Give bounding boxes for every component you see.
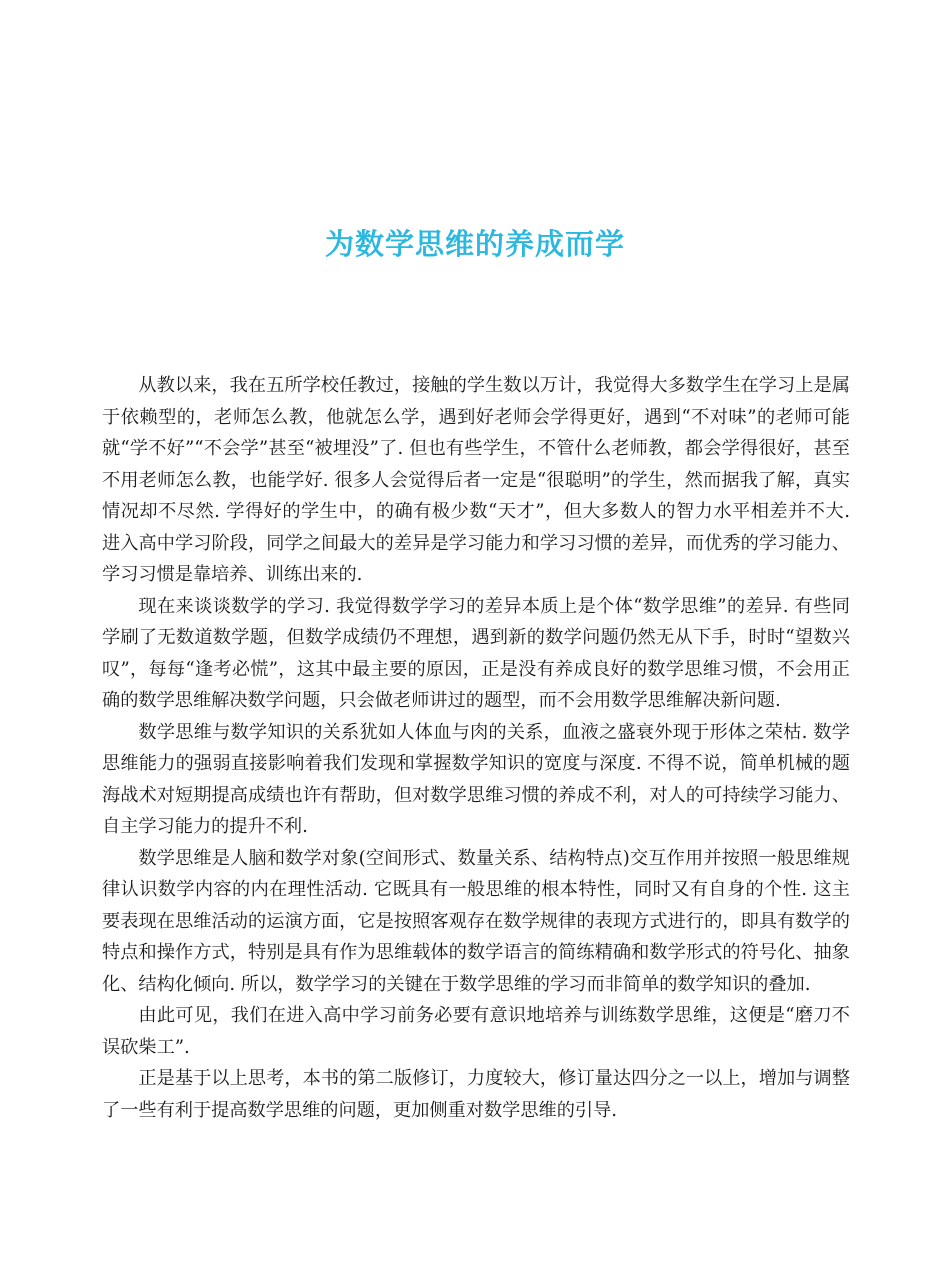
paragraph-5: 由此可见，我们在进入高中学习前务必要有意识地培养与训练数学思维，这便是“磨刀不误砍柴工”. (102, 1005, 850, 1058)
page-title: 为数学思维的养成而学 (324, 227, 625, 261)
paragraph-4: 数学思维是人脑和数学对象(空间形式、数量关系、结构特点)交互作用并按照一般思维规律认识数学内容的内在理性活动. 它既具有一般思维的根本特性，同时又有自身的个性. 这主要表现在思维活动的运演方面，它是按照客观存在数学规律的表现方式进行的，即具有数学的特点和操作方式，特别是具有作为思维载体的数学语言的简练精确和数学形式的符号化、抽象化、结构化倾向. 所以，数学学习的关键在于数学思维的学习而非简单的数学知识的叠加. (102, 847, 850, 995)
paragraph-2: 现在来谈谈数学的学习. 我觉得数学学习的差异本质上是个体“数学思维”的差异. 有些同学刷了无数道数学题，但数学成绩仍不理想，遇到新的数学问题仍然无从下手，时时“望数兴叹”，每每“逢考必慌”，这其中最主要的原因，正是没有养成良好的数学思维习惯，不会用正确的数学思维解决数学问题，只会做老师讲过的题型，而不会用数学思维解决新问题. (102, 595, 850, 711)
paragraph-1: 从教以来，我在五所学校任教过，接触的学生数以万计，我觉得大多数学生在学习上是属于依赖型的，老师怎么教，他就怎么学，遇到好老师会学得更好，遇到“不对味”的老师可能就“学不好”“不会学”甚至“被埋没”了. 但也有些学生，不管什么老师教，都会学得很好，甚至不用老师怎么教，也能学好. 很多人会觉得后者一定是“很聪明”的学生，然而据我了解，真实情况却不尽然. 学得好的学生中，的确有极少数“天才”，但大多数人的智力水平相差并不大. 进入高中学习阶段，同学之间最大的差异是学习能力和学习习惯的差异，而优秀的学习能力、学习习惯是靠培养、训练出来的. (102, 375, 850, 585)
paragraph-3: 数学思维与数学知识的关系犹如人体血与肉的关系，血液之盛衰外现于形体之荣枯. 数学思维能力的强弱直接影响着我们发现和掌握数学知识的宽度与深度. 不得不说，简单机械的题海战术对短期提高成绩也许有帮助，但对数学思维习惯的养成不利，对人的可持续学习能力、自主学习能力的提升不利. (102, 721, 850, 837)
body-text (102, 370, 850, 1126)
paragraph-6: 正是基于以上思考，本书的第二版修订，力度较大，修订量达四分之一以上，增加与调整了一些有利于提高数学思维的问题，更加侧重对数学思维的引导. (102, 1068, 850, 1121)
